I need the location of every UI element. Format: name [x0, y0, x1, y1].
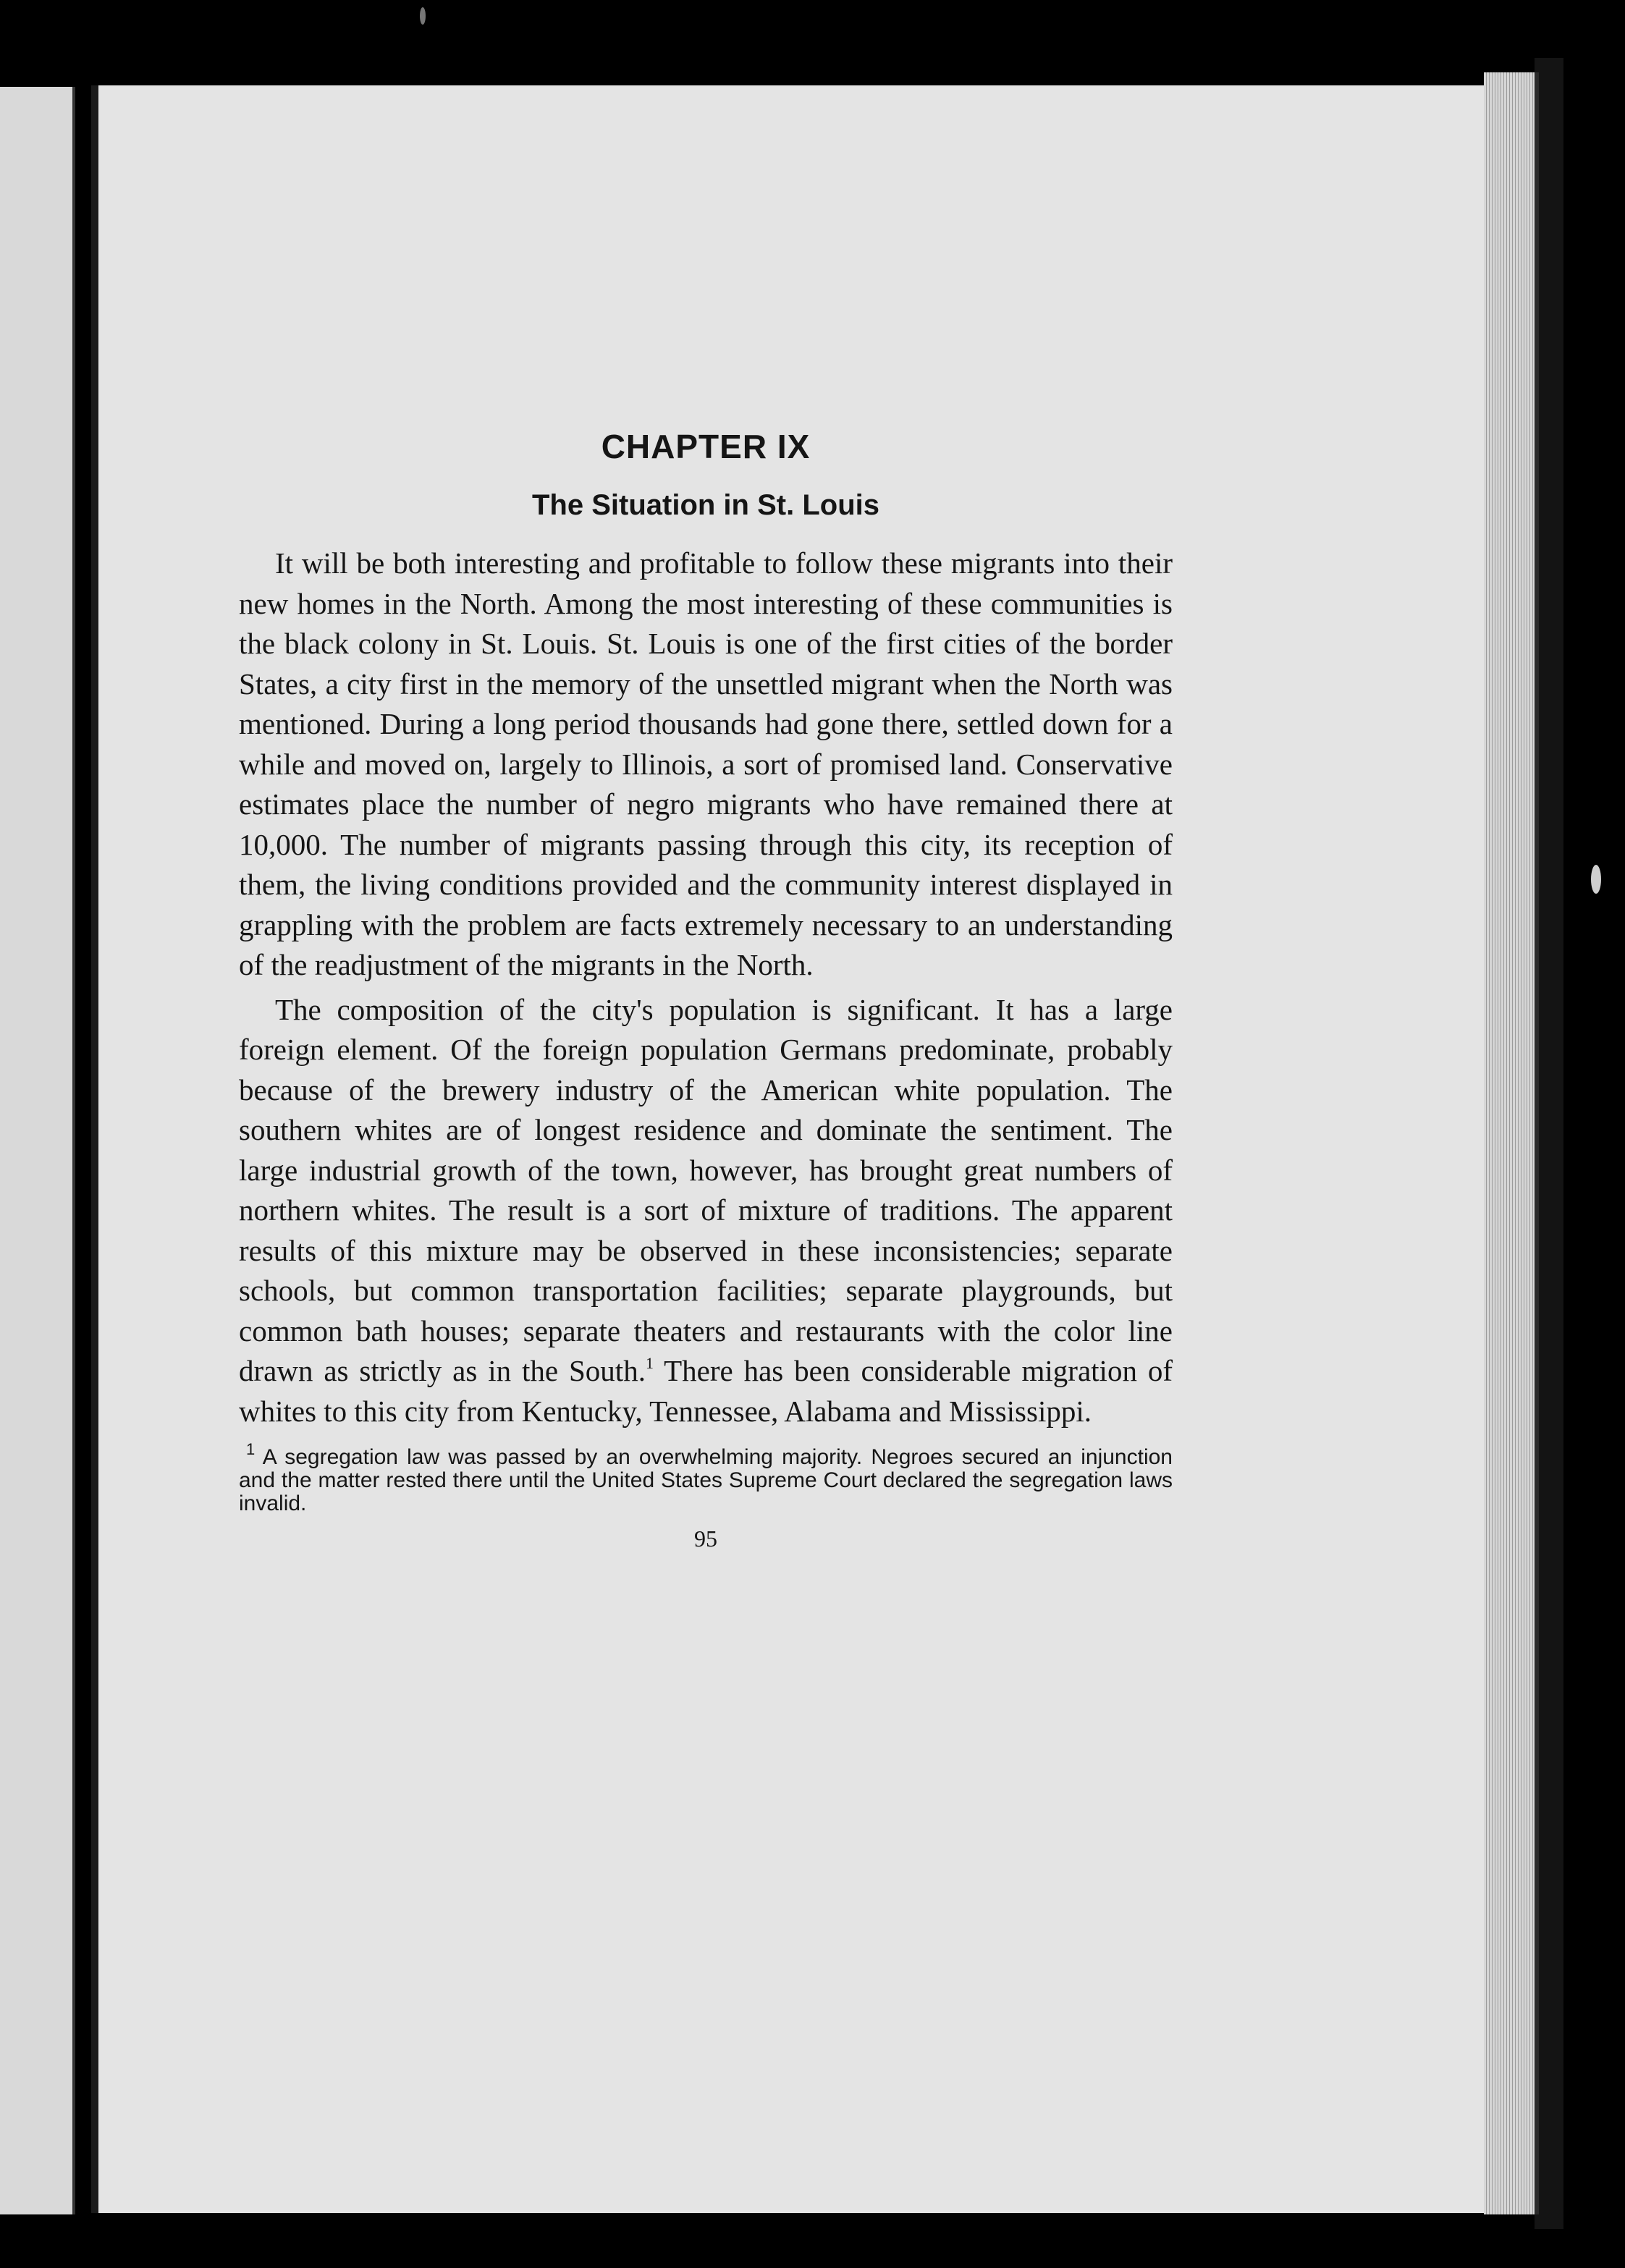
scan-speck	[420, 7, 426, 25]
section-title: The Situation in St. Louis	[532, 489, 879, 521]
page-edges	[1484, 72, 1539, 2214]
footnote-text: A segregation law was passed by an overwhelming majority. Negroes secured an injunction and the matter rested there until the United States Supreme Court declared the segregation laws invalid.	[239, 1445, 1173, 1515]
paragraph-2-text: The composition of the city's population is significant. It has a large foreign element. Of the foreign population Germans predominate, probably because of the brewery industry of the American white population. The southern whites are of longest residence and dominate the sentiment. The large industrial growth of the town, however, has brought great numbers of northern whites. The result is a sort of mixture of traditions. The apparent results of this mixture may be observed in these inconsistencies; separate schools, but common transportation facilities; separate playgrounds, but common bath houses; separate theaters and restaurants with the color line drawn as strictly as in the South.	[239, 992, 1173, 1387]
book-cover-edge	[1535, 58, 1563, 2229]
footnote-marker: 1	[246, 1440, 256, 1458]
paragraph-2	[239, 990, 1173, 1432]
footnote-reference: 1	[645, 1354, 654, 1373]
chapter-heading: CHAPTER IX	[601, 428, 811, 465]
scan-speck	[1591, 865, 1601, 894]
page-number: 95	[694, 1526, 717, 1552]
page-text	[239, 427, 1173, 1552]
paragraph-2-tail: There has been considerable migration of whites to this city from Kentucky, Tennessee, Alabama and Mississippi.	[239, 1354, 1173, 1428]
footnote	[239, 1440, 1173, 1515]
facing-page-edge	[0, 87, 75, 2214]
paragraph-1: It will be both interesting and profitable to follow these migrants into their new homes in the North. Among the most interesting of these communities is the black colony in St. Louis. St. Louis is one of the first cities of the border States, a city first in the memory of the unsettled migrant when the North was mentioned. During a long period thousands had gone there, settled down for a while and moved on, largely to Illinois, a sort of promised land. Conservative estimates place the number of negro migrants who have remained there at 10,000. The number of migrants passing through this city, its reception of them, the living conditions provided and the community interest displayed in grappling with the problem are facts extremely necessary to an understanding of the readjustment of the migrants in the North.	[239, 546, 1173, 981]
